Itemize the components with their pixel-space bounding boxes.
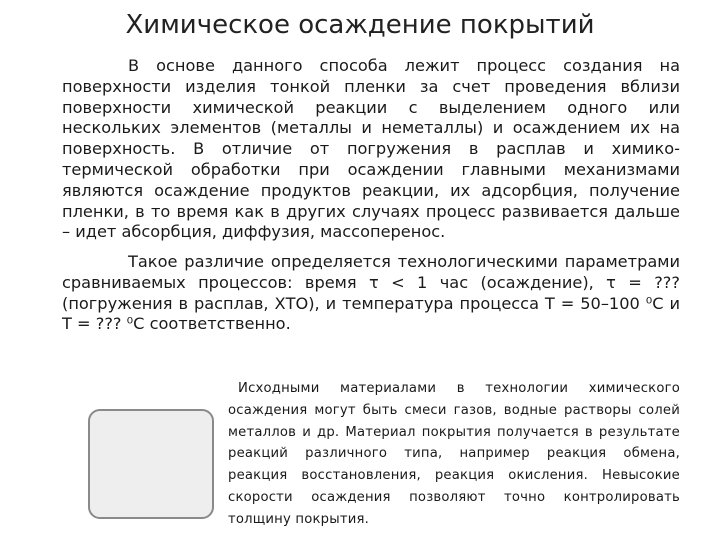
paragraph-parameters-text: Такое различие определяется технологическими параметрами сравниваемых процессов: время τ < 1 час (осаждение), τ = ??? (погружения в расплав, ХТО), и температура процесса T = 50–100 ⁰С и T = ??? ⁰С соответственно. <box>62 252 680 334</box>
slide-title: Химическое осаждение покрытий <box>125 10 595 40</box>
paragraph-materials-text: Исходными материалами в технологии химического осаждения могут быть смеси газов, водные растворы солей металлов и др. Материал покрытия получается в результате реакций различного типа, например реакция обмена, реакция восстановления, реакция окисления. Невысокие скорости осаждения позволяют точно контролировать толщину покрытия. <box>228 381 680 527</box>
image-placeholder-frame <box>88 409 214 519</box>
paragraph-intro <box>62 56 680 243</box>
paragraph-intro-text: В основе данного способа лежит процесс создания на поверхности изделия тонкой пленки за счет проведения вблизи поверхности химической реакции с выделением одного или нескольких элементов (металлы и неметаллы) и осаждением их на поверхность. В отличие от погружения в расплав и химико-термической обработки при осаждении главными механизмами являются осаждение продуктов реакции, их адсорбция, получение пленки, в то время как в других случаях процесс развивается дальше – идет абсорбция, диффузия, массоперенос. <box>62 56 680 242</box>
paragraph-materials <box>228 378 680 531</box>
paragraph-parameters <box>62 252 680 335</box>
